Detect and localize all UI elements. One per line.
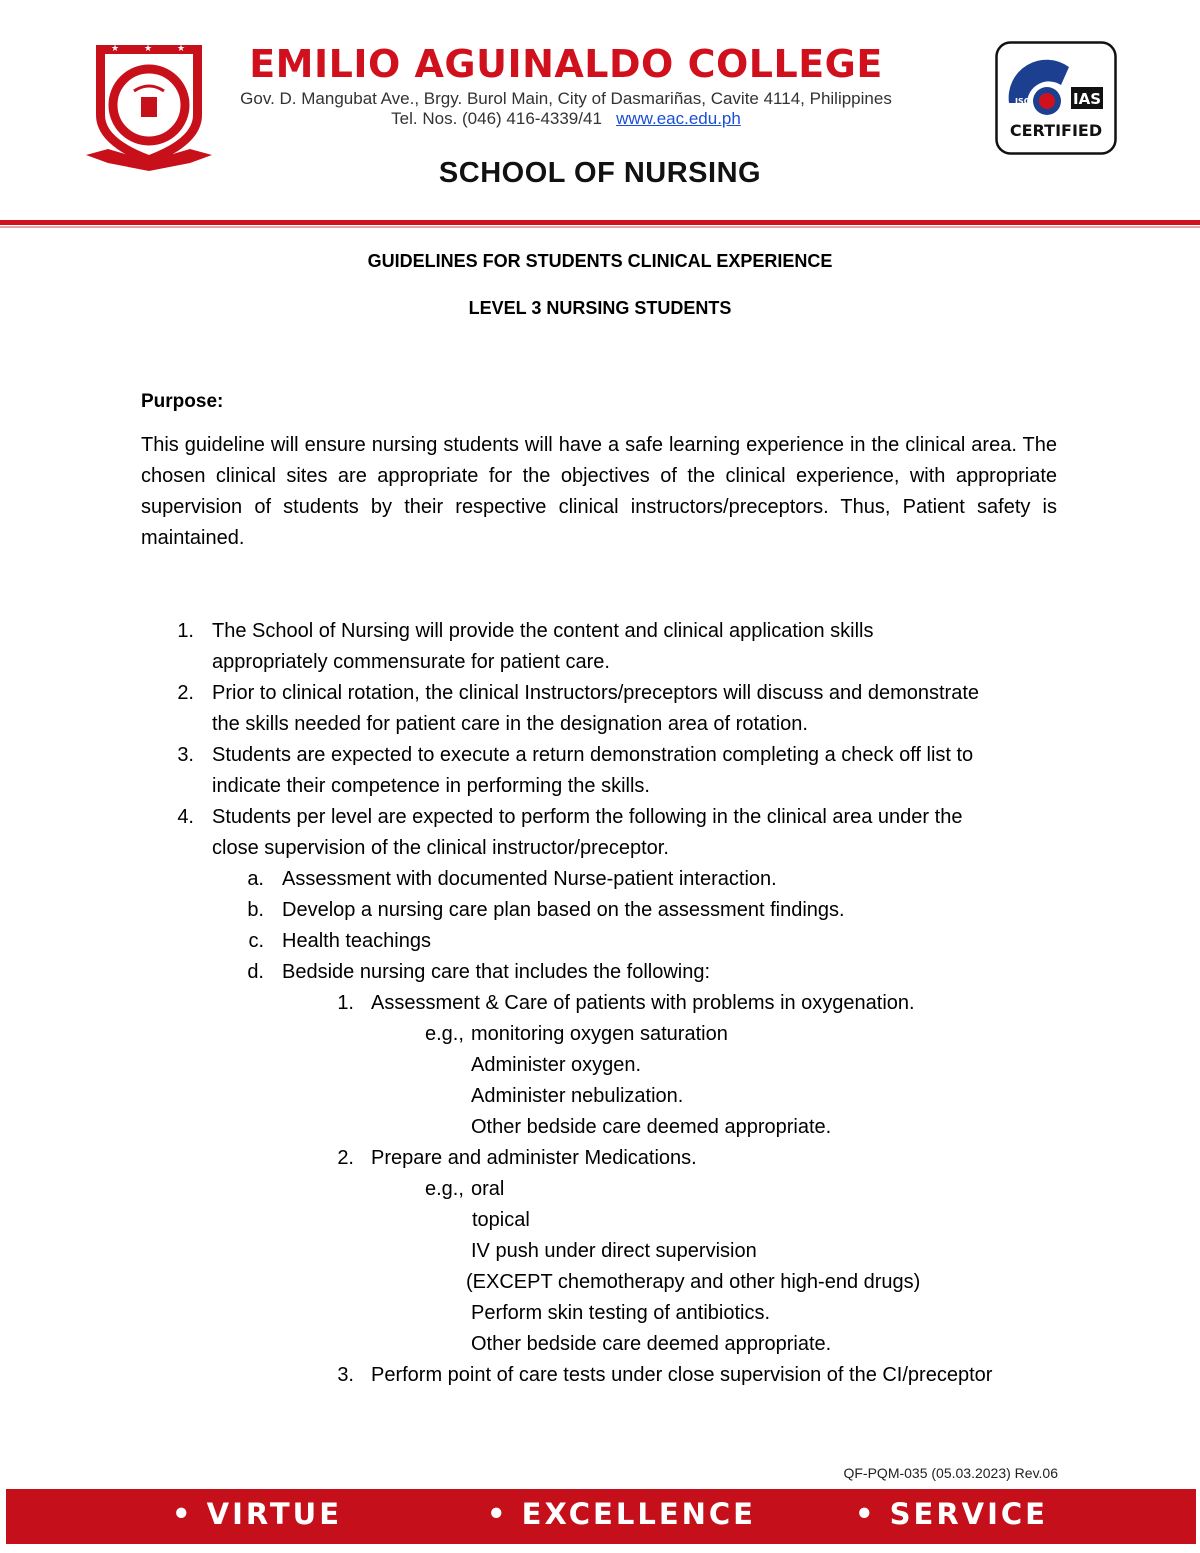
bedside-item-number: 2. (337, 1147, 354, 1169)
example-item: oral (471, 1178, 505, 1200)
bedside-item-number: 1. (337, 992, 354, 1014)
list-item-number: 2. (177, 682, 194, 704)
document-subtitle: LEVEL 3 NURSING STUDENTS (468, 298, 732, 318)
sub-item-text: Health teachings (282, 930, 431, 952)
list-item-number: 3. (177, 744, 194, 766)
header-divider-shadow (0, 226, 1200, 228)
example-item: Perform skin testing of antibiotics. (471, 1302, 771, 1324)
document-title: GUIDELINES FOR STUDENTS CLINICAL EXPERIENCE (367, 251, 833, 271)
website-link[interactable]: www.eac.edu.ph (616, 109, 741, 128)
bedside-item-text: Perform point of care tests under close supervision of the CI/preceptor (371, 1364, 993, 1386)
list-item-text: the skills needed for patient care in the designation area of rotation. (212, 713, 808, 735)
example-item: Other bedside care deemed appropriate. (471, 1116, 832, 1138)
example-item: Administer oxygen. (471, 1054, 642, 1076)
list-item-text: The School of Nursing will provide the content and clinical application skills (212, 620, 874, 642)
motto-excellence: • EXCELLENCE (487, 1497, 756, 1531)
bedside-item-text: Prepare and administer Medications. (371, 1147, 697, 1169)
motto-service: • SERVICE (855, 1497, 1048, 1531)
list-item-text: appropriately commensurate for patient care. (212, 651, 610, 673)
telephone-numbers: Tel. Nos. (046) 416-4339/41 (391, 109, 602, 128)
svg-text:★: ★ (177, 44, 186, 54)
sub-item-letter: c. (248, 930, 264, 952)
list-item-number: 1. (177, 620, 194, 642)
list-item-text: close supervision of the clinical instructor/preceptor. (212, 837, 669, 859)
svg-text:CERTIFIED: CERTIFIED (1009, 121, 1103, 140)
svg-text:★: ★ (144, 44, 153, 54)
motto-virtue: • VIRTUE (172, 1497, 343, 1531)
list-item-number: 4. (177, 806, 194, 828)
header-divider (0, 220, 1200, 225)
sub-item-letter: a. (247, 868, 264, 890)
example-item: topical (472, 1209, 530, 1231)
sub-item-text: Bedside nursing care that includes the following: (282, 961, 711, 983)
college-contact (0, 109, 1132, 129)
list-item-text: Students per level are expected to perform the following in the clinical area under the (212, 806, 963, 828)
list-item-text: indicate their competence in performing the skills. (212, 775, 650, 797)
purpose-heading: Purpose: (141, 391, 224, 412)
example-item: monitoring oxygen saturation (471, 1023, 728, 1045)
list-item-text: Students are expected to execute a return demonstration completing a check off list to (212, 744, 974, 766)
svg-text:★: ★ (111, 44, 120, 54)
svg-text:IAS: IAS (1073, 90, 1101, 108)
bedside-item-text: Assessment & Care of patients with problems in oxygenation. (371, 992, 915, 1014)
example-item: Other bedside care deemed appropriate. (471, 1333, 832, 1355)
sub-item-letter: d. (247, 961, 264, 983)
sub-item-letter: b. (247, 899, 264, 921)
example-item: IV push under direct supervision (471, 1240, 757, 1262)
form-code: QF-PQM-035 (05.03.2023) Rev.06 (843, 1465, 1058, 1481)
college-name: EMILIO AGUINALDO COLLEGE (249, 42, 883, 86)
list-item-text: Prior to clinical rotation, the clinical Instructors/preceptors will discuss and demonstrate (212, 682, 979, 704)
example-label: e.g., (425, 1023, 464, 1045)
example-item: Administer nebulization. (471, 1085, 684, 1107)
svg-text:ISO: ISO (1015, 97, 1031, 106)
school-name: SCHOOL OF NURSING (438, 157, 762, 189)
example-label: e.g., (425, 1178, 464, 1200)
purpose-paragraph: This guideline will ensure nursing students will have a safe learning experience in the clinical area. The chosen clinical sites are appropriate for the objectives of the clinical experience, with appropriate supervision of students by their respective clinical instructors/preceptors. Thus, Patient safety is maintained. (141, 434, 1057, 549)
bedside-item-number: 3. (337, 1364, 354, 1386)
example-item: (EXCEPT chemotherapy and other high-end drugs) (466, 1271, 921, 1293)
college-address: Gov. D. Mangubat Ave., Brgy. Burol Main, City of Dasmariñas, Cavite 4114, Philippines (240, 89, 892, 108)
sub-item-text: Assessment with documented Nurse-patient interaction. (282, 868, 777, 890)
sub-item-text: Develop a nursing care plan based on the assessment findings. (282, 899, 845, 921)
